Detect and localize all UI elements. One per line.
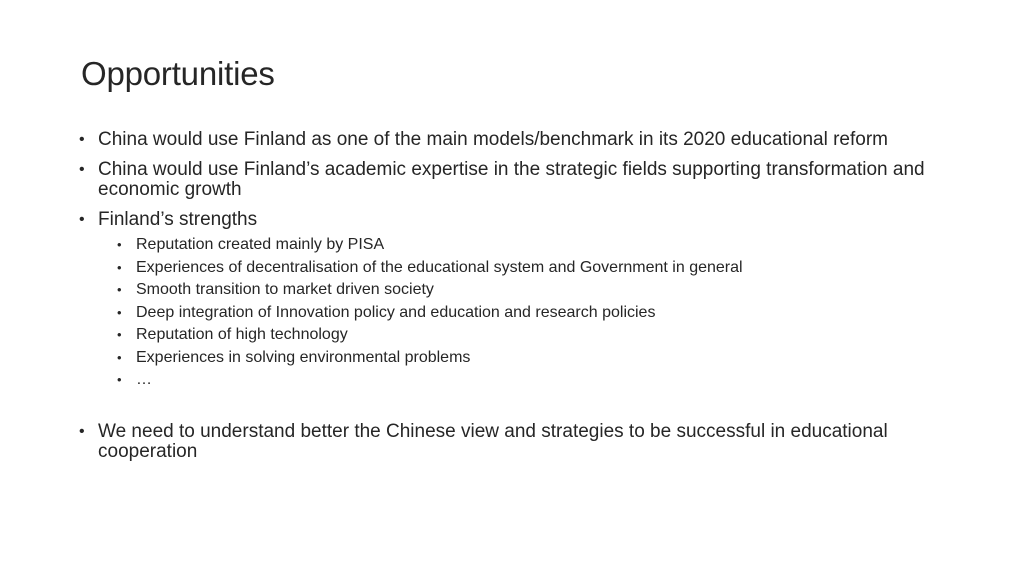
sub-bullet-item: [117, 279, 939, 302]
bullet-text: Finland’s strengths: [98, 209, 258, 230]
bullet-icon: •: [79, 161, 85, 178]
bullet-icon: •: [79, 211, 85, 228]
bullet-item: [79, 422, 939, 462]
bullet-text: We need to understand better the Chinese view and strategies to be successful in educational cooperation: [98, 420, 888, 462]
bullet-item: [79, 210, 939, 392]
bullet-item: [79, 130, 939, 150]
slide-content: [79, 130, 939, 472]
bullet-icon: •: [117, 372, 122, 387]
sub-bullet-item: [117, 257, 939, 280]
bullet-icon: •: [117, 327, 122, 342]
sub-bullet-item: [117, 234, 939, 257]
sub-bullet-item: [117, 369, 939, 392]
sub-bullet-item: [117, 347, 939, 370]
sub-bullet-text: Reputation of high technology: [136, 326, 348, 343]
bullet-icon: •: [79, 422, 85, 440]
sub-bullet-text: Experiences in solving environmental problems: [136, 348, 471, 366]
bullet-list: [79, 130, 939, 462]
bullet-icon: •: [117, 349, 122, 365]
sub-bullet-text: Experiences of decentralisation of the educational system and Government in general: [136, 258, 743, 276]
sub-bullet-item: [117, 324, 939, 347]
sub-bullet-item: [117, 302, 939, 325]
slide-title: Opportunities: [81, 55, 275, 92]
bullet-icon: •: [117, 304, 122, 320]
sub-bullet-text: Smooth transition to market driven society: [136, 281, 434, 298]
bullet-icon: •: [117, 259, 122, 275]
sub-bullet-list: [98, 234, 939, 392]
bullet-icon: •: [117, 282, 122, 297]
sub-bullet-text: …: [136, 371, 152, 388]
sub-bullet-text: Reputation created mainly by PISA: [136, 236, 385, 253]
bullet-text: China would use Finland as one of the main models/benchmark in its 2020 educational reform: [98, 129, 889, 150]
bullet-icon: •: [79, 131, 85, 148]
bullet-item: [79, 160, 939, 200]
bullet-icon: •: [117, 237, 122, 252]
sub-bullet-text: Deep integration of Innovation policy and education and research policies: [136, 303, 656, 321]
bullet-text: China would use Finland’s academic expertise in the strategic fields supporting transformation and economic growth: [98, 159, 925, 200]
